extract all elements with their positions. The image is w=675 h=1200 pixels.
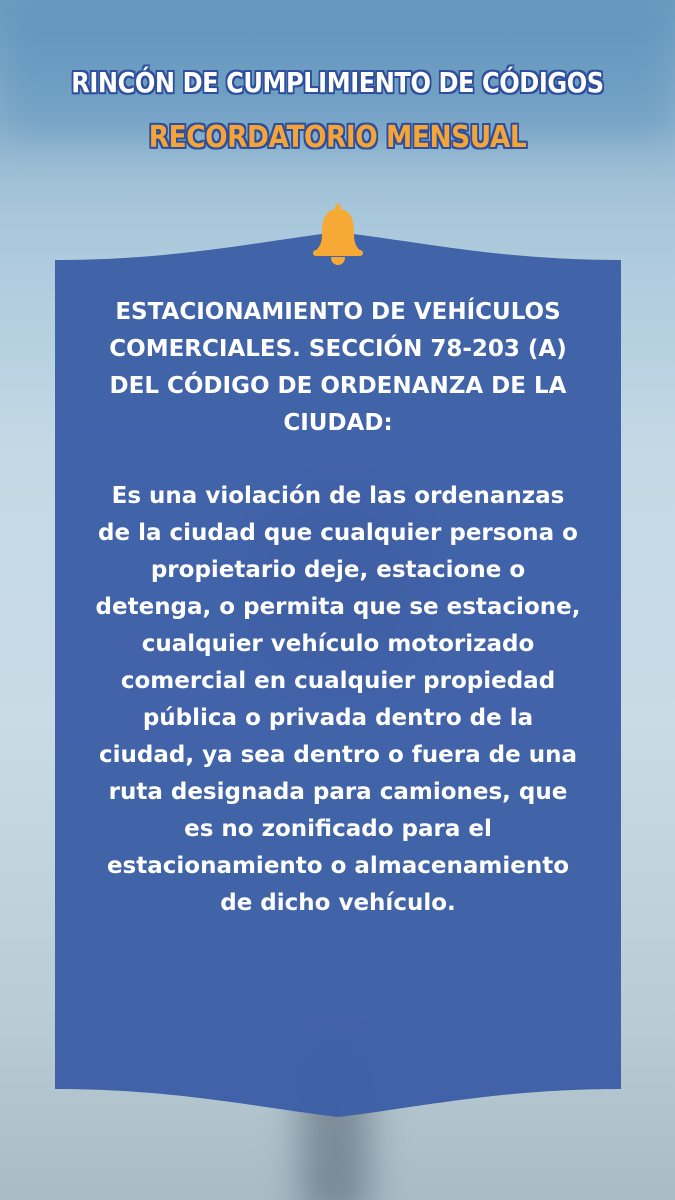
- header: [0, 66, 675, 156]
- notice-body: Es una violación de las ordenanzas de la ciudad que cualquier persona o propietario deje, estacione o detenga, o permita que se estacione, cualquier vehículo motorizado comercial en cualquier propiedad pública o privada dentro de la ciudad, ya sea dentro o fuera de una ruta designada para camiones, que es no zonificado para el estacionamiento o almacenamiento de dicho vehículo.: [95, 483, 581, 916]
- bell-icon: [310, 204, 366, 266]
- notice-content: [95, 294, 581, 922]
- page-subtitle: RECORDATORIO MENSUAL: [148, 120, 527, 155]
- notice-panel: [55, 232, 621, 1117]
- page-title: RINCÓN DE CUMPLIMIENTO DE CÓDIGOS: [71, 66, 604, 99]
- notice-heading: ESTACIONAMIENTO DE VEHÍCULOS COMERCIALES. SECCIÓN 78-203 (A) DEL CÓDIGO DE ORDENANZA DE LA CIUDAD:: [109, 299, 567, 436]
